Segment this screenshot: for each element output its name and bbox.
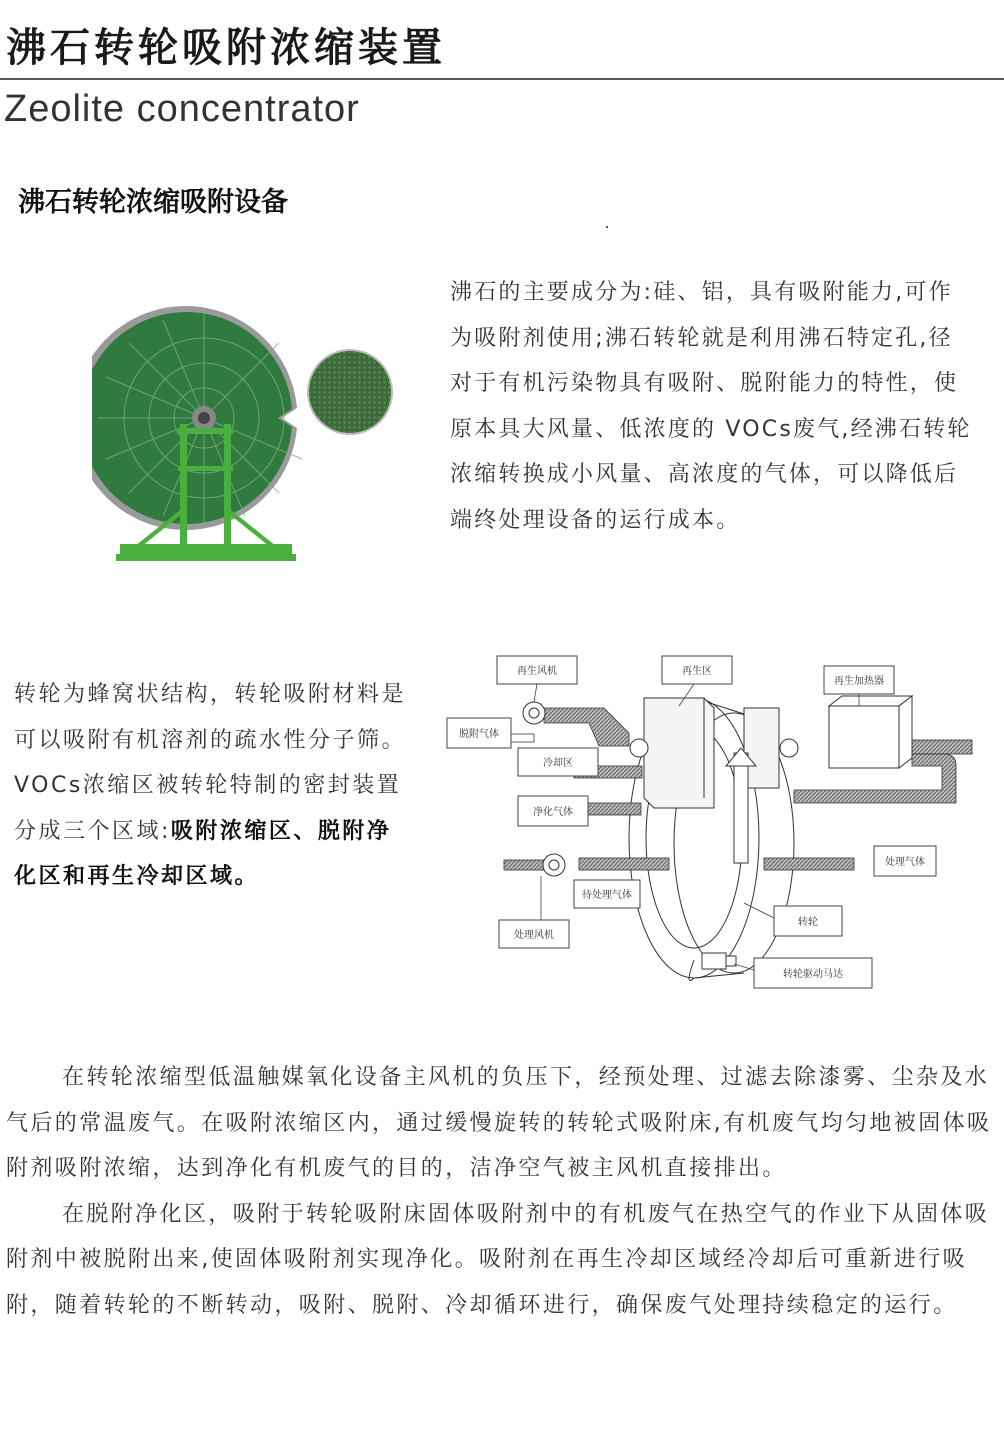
label-untreated-gas: 待处理气体	[582, 890, 632, 901]
label-process-fan: 处理风机	[514, 930, 554, 941]
label-regen-zone: 再生区	[682, 666, 712, 677]
label-processed-gas: 处理气体	[885, 857, 925, 868]
structure-paragraph	[14, 672, 414, 900]
page-title-cn: 沸石转轮吸附浓缩装置	[6, 25, 446, 71]
body-paragraph-1: 在转轮浓缩型低温触媒氧化设备主风机的负压下，经预处理、过滤去除漆雾、尘杂及水气后的常温废气。在吸附浓缩区内，通过缓慢旋转的转轮式吸附床,有机废气均匀地被固体吸附剂吸附浓缩，达到净化有机废气的目的，洁净空气被主风机直接排出。	[6, 1065, 992, 1181]
label-cooling-zone: 冷却区	[543, 758, 573, 769]
title-divider	[0, 78, 1004, 80]
structure-text: 转轮为蜂窝状结构，转轮吸附材料是可以吸附有机溶剂的疏水性分子筛。VOCs浓缩区被转轮特制的密封装置分成三个区域:	[14, 682, 407, 844]
label-desorb-gas: 脱附气体	[459, 729, 499, 740]
page-title-en: Zeolite concentrator	[4, 88, 360, 130]
section-subtitle: 沸石转轮浓缩吸附设备	[18, 187, 288, 218]
process-diagram	[444, 648, 974, 993]
mesh-detail-circle	[308, 350, 392, 434]
body-text	[6, 1055, 996, 1328]
structure-zones: 吸附浓缩区、脱附净化区和再生冷却区域。	[14, 818, 392, 889]
label-regen-fan: 再生风机	[517, 666, 557, 677]
label-clean-gas: 净化气体	[533, 807, 573, 818]
stray-dot	[606, 226, 608, 228]
label-regen-heater: 再生加热器	[834, 676, 884, 687]
body-paragraph-2: 在脱附净化区，吸附于转轮吸附床固体吸附剂中的有机废气在热空气的作业下从固体吸附剂中被脱附出来,使固体吸附剂实现净化。吸附剂在再生冷却区域经冷却后可重新进行吸附，随着转轮的不断转动，吸附、脱附、冷却循环进行，确保废气处理持续稳定的运行。	[6, 1201, 990, 1318]
intro-paragraph: 沸石的主要成分为:硅、铝，具有吸附能力,可作为吸附剂使用;沸石转轮就是利用沸石特定孔,径对于有机污染物具有吸附、脱附能力的特性，使原本具大风量、低浓度的 VOCs废气,经沸石转轮浓缩转换成小风量、高浓度的气体，可以降低后端终处理设备的运行成本。	[450, 280, 972, 533]
label-rotor-motor: 转轮驱动马达	[783, 969, 843, 980]
label-rotor: 转轮	[798, 917, 818, 928]
zeolite-wheel-illustration	[92, 300, 402, 575]
